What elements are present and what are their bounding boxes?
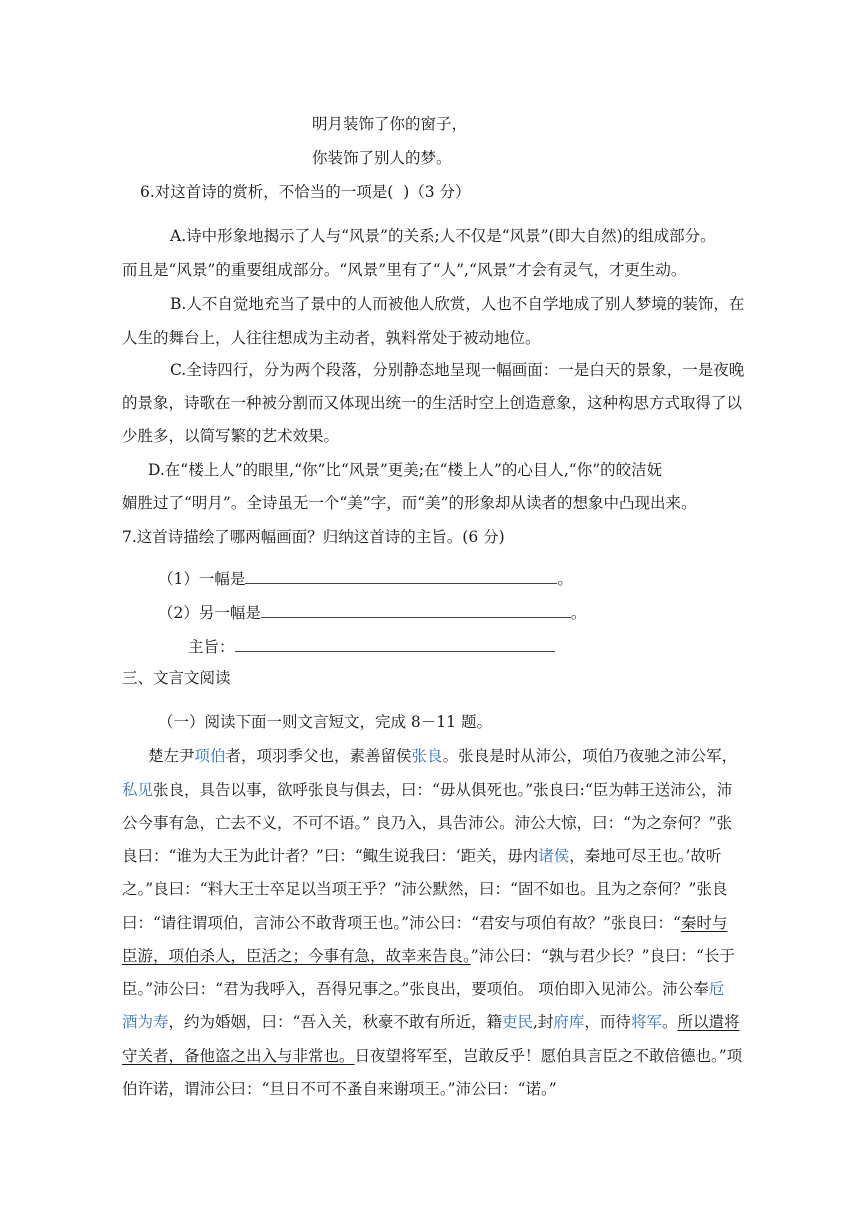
passage-line-9 [122,1012,739,1032]
passage-text: 张良，具告以事，欲呼张良与俱去，曰：“毋从俱死也。”张良曰:“臣为韩王送沛公，沛 [153,781,733,799]
underlined-sentence: 所以遣将 [677,1013,740,1031]
highlight-zhangliang: 张良 [411,747,443,765]
answer-line-2 [158,602,586,623]
passage-text: 楚左尹 [148,747,195,765]
option-b-line-2: 人生的舞台上，人往往想成为主动者，孰料常处于被动地位。 [122,329,541,347]
passage-text: 臣。”沛公曰：“君为我呼入，吾得兄事之。”张良出，要项伯。 项伯即入见沛公。沛公奉 [122,980,709,998]
passage-text: ，秦地可尽王也。’故听 [569,847,722,865]
passage-text: ”沛公曰：“孰与君少长？”良曰：“长于 [470,947,735,965]
passage-line-10 [122,1046,742,1066]
passage-line-4 [122,846,721,866]
option-b-line-1: B.人不自觉地充当了景中的人而被他人欣赏，人也不自学地成了别人梦境的装饰，在 [170,295,745,313]
option-c-line-2: 的景象，诗歌在一种被分割而又体现出统一的生活时空上创造意象，这种构思方式取得了以 [122,394,743,412]
poem-line-4: 你装饰了别人的梦。 [312,149,452,167]
question-6-stem: 6.对这首诗的赏析，不恰当的一项是( )（3 分） [140,183,471,201]
answer-1-label: （1）一幅是 [158,570,246,588]
answer-2-blank[interactable] [261,602,571,618]
underlined-sentence: 秦时与 [680,914,728,932]
option-c-line-3: 少胜多，以简写繁的艺术效果。 [122,427,340,445]
passage-text: 曰：“请往谓项伯，言沛公不敢背项王也。”沛公曰：“君安与项伯有故？”张良曰：“ [122,914,681,932]
answer-2-period: 。 [570,604,587,622]
passage-line-3: 公今事有急，亡去不义，不可不语。” 良乃入，具告沛公。沛公大惊，曰：“为之奈何？”张 [122,814,732,832]
answer-line-theme [188,636,555,657]
answer-1-blank[interactable] [245,568,557,584]
poem-line-3: 明月装饰了你的窗子， [312,115,468,133]
passage-text: 良曰：“谁为大王为此计者？”曰：“鲰生说我曰：‘距关，毋内 [122,847,539,865]
answer-line-1 [158,568,573,589]
passage-line-7 [122,946,735,966]
option-d-line-2: 媚胜过了“明月”。全诗虽无一个“美”字，而“美”的形象却从读者的想象中凸现出来。 [122,494,697,512]
theme-label: 主旨： [188,638,235,656]
passage-text: 。张良是时从沛公，项伯乃夜驰之沛公军， [442,747,738,765]
passage-text: 日夜望将军至，岂敢反乎！愿伯具言臣之不敢倍德也。”项 [354,1047,743,1065]
passage-line-8 [122,979,724,999]
passage-text: 者，项羽季父也，素善留侯 [225,747,412,765]
passage-line-5: 之。”良曰：“料大王士卒足以当项王乎？”沛公默然，曰：“固不如也。且为之奈何？”张良 [122,880,728,898]
passage-line-1 [148,746,737,766]
passage-text: ，而待 [584,1013,631,1031]
passage-text: 。 [661,1013,678,1031]
theme-blank[interactable] [235,636,555,652]
highlight-jiangjun: 将军 [630,1013,662,1031]
passage-text: ,封 [532,1013,554,1031]
question-7-stem: 7.这首诗描绘了哪两幅画面？归纳这首诗的主旨。(6 分) [122,528,505,546]
highlight-limin: 吏民 [501,1013,533,1031]
highlight-jiuweishou: 酒为寿 [122,1013,169,1031]
passage-text: ，约为婚姻，曰：“吾入关，秋豪不敢有所近，籍 [168,1013,502,1031]
highlight-zhuhou: 诸侯 [538,847,570,865]
answer-1-period: 。 [557,570,573,588]
highlight-zhi: 卮 [708,980,725,998]
answer-2-label: （2）另一幅是 [158,604,261,622]
underlined-sentence: 臣游，项伯杀人，臣活之；今事有急，故幸来告良。 [122,947,471,965]
option-a-line-1: A.诗中形象地揭示了人与“风景”的关系;人不仅是“风景”(即大自然)的组成部分。 [170,227,716,245]
section-3-title: 三、文言文阅读 [122,669,231,687]
option-a-line-2: 而且是“风景”的重要组成部分。“风景”里有了“人”,“风景”才会有灵气，才更生动。 [122,261,687,279]
option-d-line-1: D.在“楼上人”的眼里,“你”比“风景”更美;在“楼上人”的心目人,“你”的皎洁妩 [148,461,663,479]
passage-line-2 [122,780,732,800]
highlight-fuku: 府库 [553,1013,585,1031]
highlight-xiangbo: 项伯 [194,747,226,765]
passage-line-6 [122,913,727,933]
highlight-sijian: 私见 [122,781,154,799]
option-c-line-1: C.全诗四行，分为两个段落，分别静态地呈现一幅画面：一是白天的景象，一是夜晚 [170,361,745,379]
section-3-instruction: （一）阅读下面一则文言短文，完成 8－11 题。 [158,713,492,731]
passage-line-11: 伯许诺，谓沛公曰：“旦日不可不蚤自来谢项王。”沛公曰：“诺。” [122,1080,557,1098]
underlined-sentence: 守关者，备他盗之出入与非常也。 [122,1047,355,1065]
